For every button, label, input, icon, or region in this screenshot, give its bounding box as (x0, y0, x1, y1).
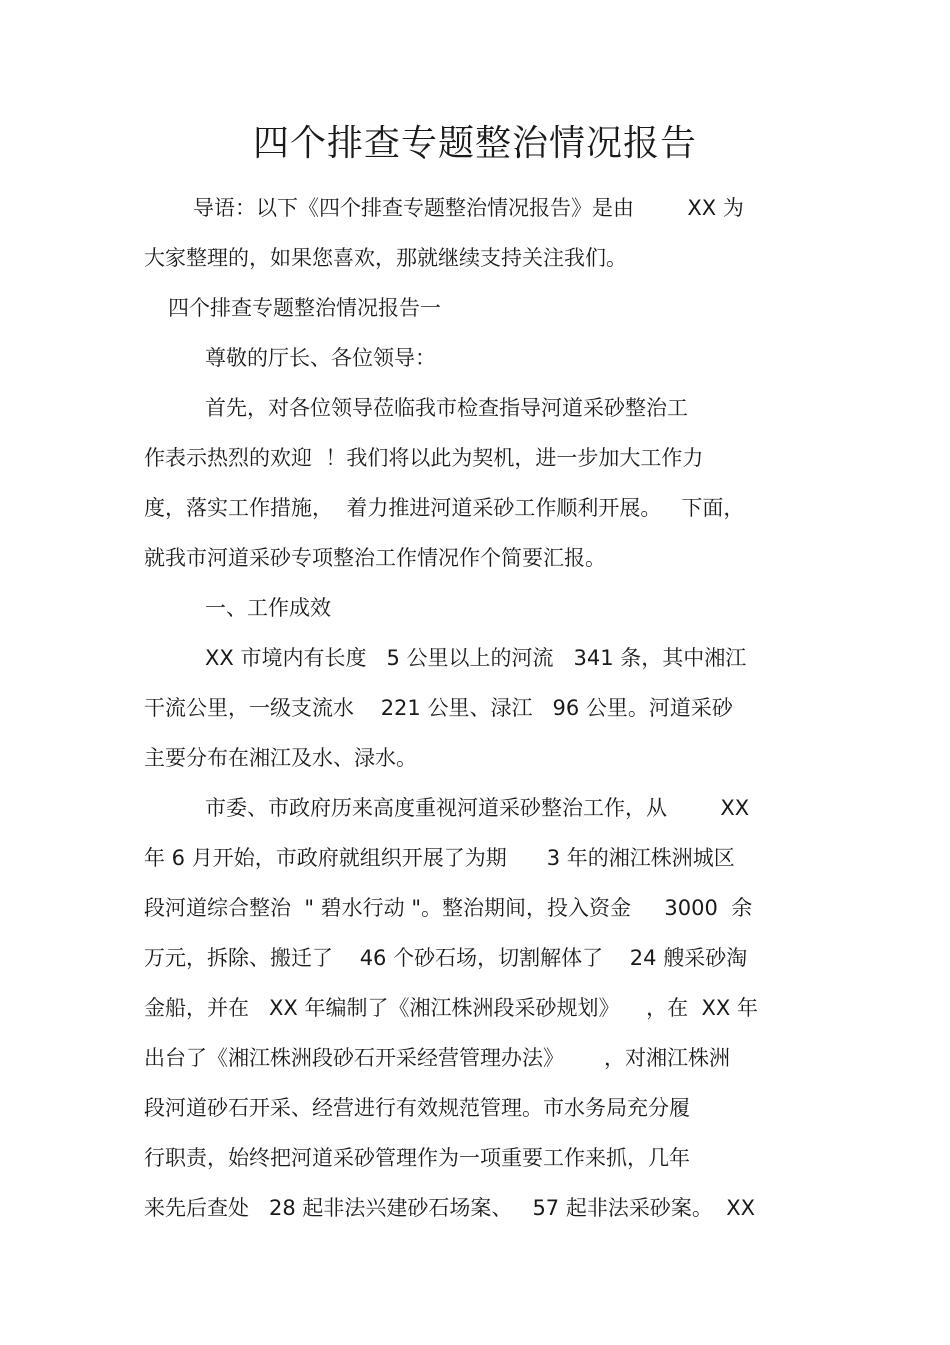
paragraph-line: 度，落实工作措施， 着力推进河道采砂工作顺利开展。 下面， (144, 496, 745, 520)
paragraph-line: XX 市境内有长度 5 公里以上的河流 341 条，其中湘江 (205, 646, 747, 670)
paragraph-line: 来先后查处 28 起非法兴建砂石场案、 57 起非法采砂案。 XX (144, 1196, 755, 1220)
paragraph-line: 就我市河道采砂专项整治工作情况作个简要汇报。 (144, 546, 606, 570)
paragraph-line: 段河道综合整治 " 碧水行动 "。整治期间，投入资金 3000 余 (144, 896, 753, 920)
paragraph-line: 段河道砂石开采、经营进行有效规范管理。市水务局充分履 (144, 1096, 690, 1120)
paragraph-line: 干流公里，一级支流水 221 公里、渌江 96 公里。河道采砂 (144, 696, 733, 720)
salutation: 尊敬的厅长、各位领导： (205, 346, 436, 370)
intro-line-2: 大家整理的，如果您喜欢，那就继续支持关注我们。 (144, 246, 627, 270)
paragraph-line: 年 6 月开始，市政府就组织开展了为期 3 年的湘江株洲城区 (144, 846, 735, 870)
paragraph-line: 万元，拆除、搬迁了 46 个砂石场，切割解体了 24 艘采砂淘 (144, 946, 748, 970)
paragraph-line: 行职责，始终把河道采砂管理作为一项重要工作来抓，几年 (144, 1146, 690, 1170)
paragraph-line: 市委、市政府历来高度重视河道采砂整治工作，从 XX (205, 796, 750, 820)
paragraph-line: 作表示热烈的欢迎 ！我们将以此为契机，进一步加大工作力 (144, 446, 704, 470)
paragraph-line: 首先，对各位领导莅临我市检查指导河道采砂整治工 (205, 396, 688, 420)
subsection-heading: 一、工作成效 (205, 596, 331, 620)
document-title: 四个排查专题整治情况报告 (252, 123, 697, 164)
paragraph-line: 主要分布在湘江及水、渌水。 (144, 746, 417, 770)
section-heading: 四个排查专题整治情况报告一 (168, 296, 441, 320)
paragraph-line: 出台了《湘江株洲段砂石开采经营管理办法》 ，对湘江株洲 (144, 1046, 731, 1070)
intro-line-1: 导语：以下《四个排查专题整治情况报告》是由 XX 为 (193, 196, 744, 220)
paragraph-line: 金船，并在 XX 年编制了《湘江株洲段采砂规划》 ，在 XX 年 (144, 996, 758, 1020)
